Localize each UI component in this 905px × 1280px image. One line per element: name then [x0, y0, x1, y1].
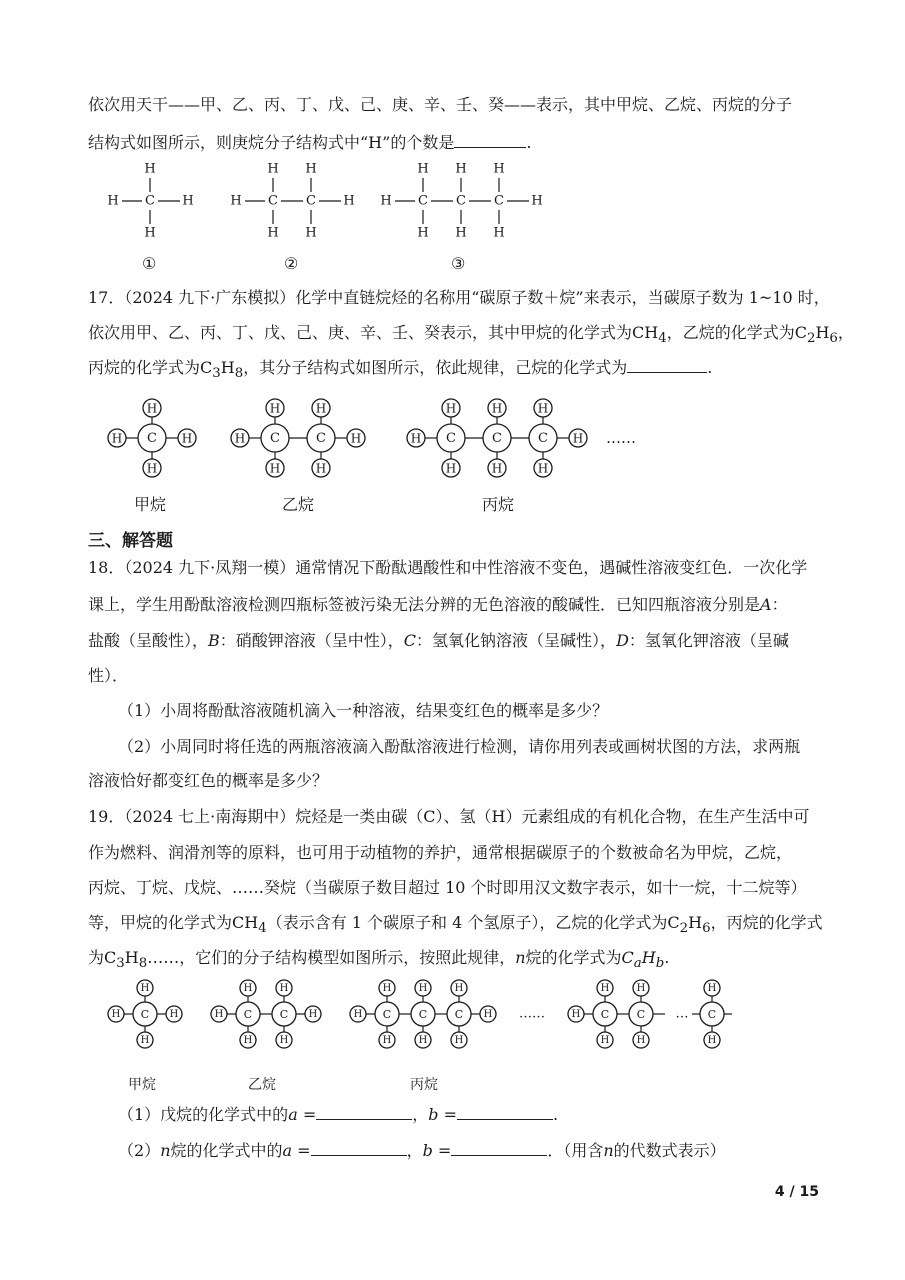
q19-m4-carbon-1-symbol: C: [600, 1008, 610, 1021]
q17-m2-h-bottom-2-symbol: H: [315, 461, 327, 476]
q17-m2-carbon-2-symbol: C: [316, 431, 326, 446]
q19-m2-h-bottom-2-symbol: H: [279, 1035, 289, 1046]
q19-cahb-b: b: [655, 956, 665, 972]
q19-label-methane: 甲烷: [128, 1077, 156, 1093]
q17-label-ethane: 乙烷: [282, 495, 315, 514]
q16-s1-carbon-1: C: [145, 193, 155, 209]
q19-m4-h-bottom-2-symbol: H: [636, 1035, 646, 1046]
q19-sub-1-end: .: [553, 1105, 559, 1124]
q18-line-2-text: 课上，学生用酚酞溶液检测四瓶标签被污染无法分辨的无色溶液的酸碱性．已知四瓶溶液分别是: [88, 595, 761, 614]
q16-s3-h-bottom-2: H: [455, 225, 467, 241]
q19-m3-carbon-2-symbol: C: [418, 1008, 428, 1021]
q16-s2-carbon-1: C: [268, 193, 278, 209]
q17-c3h8-c-sub: 3: [212, 366, 221, 382]
q19-line-5-c: 烷的化学式为: [525, 948, 622, 967]
q17-c3h8-c: C: [200, 358, 213, 377]
q19-molecule-models: [100, 976, 760, 1056]
q19-m4-h-bottom-1-symbol: H: [600, 1035, 610, 1046]
q19-m4-h-top-1-symbol: H: [600, 983, 610, 994]
q17-c2h6-h-sub: 6: [829, 331, 838, 347]
q17-formula-c2h6: [794, 323, 838, 347]
q19-m3-h-bottom-3-symbol: H: [454, 1035, 464, 1046]
q19-sub-2-num: （2）: [118, 1141, 161, 1160]
q17-formula-ch4-sub: 4: [658, 331, 667, 347]
q16-s2-h-bottom-2: H: [305, 225, 317, 241]
q18-var-d: D: [616, 631, 629, 650]
q16-s3-h-top-1: H: [417, 161, 429, 177]
q19-sub-1-mid: ，: [412, 1105, 429, 1124]
q19-m5-h-top-symbol: H: [707, 983, 717, 994]
q16-struct-label-1: ①: [142, 254, 157, 273]
q17-line-2-b: ，乙烷的化学式为: [666, 323, 795, 342]
q19-line-5-b: ……，它们的分子结构模型如图所示，按照此规律，: [147, 948, 516, 967]
q16-s1-h-right: H: [182, 193, 194, 209]
q18-line-2: [88, 594, 828, 616]
q17-m3-h-left-symbol: H: [410, 431, 422, 446]
q18-line-3-d: ：氢氧化钾溶液（呈碱: [628, 631, 789, 650]
q16-struct-label-3: ③: [451, 254, 466, 273]
q19-ellipsis-2: …: [675, 1006, 689, 1022]
q19-m3-h-top-3-symbol: H: [454, 983, 464, 994]
q19-sub-2-end: ．（用含: [547, 1141, 604, 1160]
q19-sub-1: [118, 1103, 858, 1126]
q17-label-propane: 丙烷: [482, 495, 515, 514]
q19-formula-ch4: [232, 913, 267, 937]
q16-s2-h-top-1: H: [267, 161, 279, 177]
q17-line-3-a: 丙烷的化学式为: [88, 358, 201, 377]
q19-m2-h-bottom-1-symbol: H: [243, 1035, 253, 1046]
q19-sub-2-eq-1: =: [292, 1141, 311, 1160]
q19-sub-2-b-var: b: [422, 1141, 433, 1160]
q19-m2-h-top-1-symbol: H: [243, 983, 253, 994]
q19-m4-h-left-symbol: H: [571, 1009, 581, 1020]
page-number: 4 / 15: [774, 1184, 819, 1200]
q19-sub-1-text: （1）戊烷的化学式中的: [118, 1105, 289, 1124]
q19-sub-1-eq-1: =: [297, 1105, 317, 1124]
q19-line-4-b: （表示含有 1 个碳原子和 4 个氢原子），乙烷的化学式为: [266, 913, 668, 932]
q18-sub-1: （1）小周将酚酞溶液随机滴入一种溶液，结果变红色的概率是多少？: [118, 701, 609, 720]
q17-line-1: 17．（2024 九下·广东模拟）化学中直链烷烃的名称用“碳原子数＋烷”来表示，当碳原子数为 1~10 时，: [88, 288, 830, 307]
q18-var-b: B: [208, 631, 220, 650]
q19-line-1: 19．（2024 七上·南海期中）烷烃是一类由碳（C）、氢（H）元素组成的有机化合物，在生产生活中可: [88, 807, 810, 826]
q19-sub-1-blank-b[interactable]: [457, 1103, 553, 1120]
q19-sub-2-eq-2: =: [432, 1141, 452, 1160]
q19-formula-c2h6: [667, 913, 711, 937]
q19-c2h6-c: C: [667, 913, 680, 932]
q16-s1-h-top-1: H: [144, 161, 156, 177]
q18-line-2-end: ：: [771, 595, 788, 614]
q17-m2-h-top-1-symbol: H: [269, 401, 281, 416]
q19-label-propane: 丙烷: [410, 1077, 438, 1093]
q19-sub-2-blank-b[interactable]: [451, 1139, 547, 1156]
q19-sub-1-blank-a[interactable]: [316, 1103, 412, 1120]
q16-s3-h-bottom-3: H: [493, 225, 505, 241]
q16-s1-h-left: H: [107, 193, 119, 209]
q17-answer-blank[interactable]: [627, 356, 707, 373]
q19-ch4-base: CH: [232, 913, 259, 932]
q19-m1-carbon-1-symbol: C: [140, 1008, 150, 1021]
q16-s2-h-top-2: H: [305, 161, 317, 177]
q16-s3-h-left: H: [380, 193, 392, 209]
q16-s3-h-right: H: [531, 193, 543, 209]
q19-line-4-a: 等，甲烷的化学式为: [88, 913, 233, 932]
q19-c2h6-c-sub: 2: [679, 921, 689, 937]
q17-m3-h-bottom-1-symbol: H: [445, 461, 457, 476]
q19-cahb-a: a: [633, 956, 642, 972]
q17-m1-carbon-1-symbol: C: [147, 431, 157, 446]
q19-line-3: 丙烷、丁烷、戊烷、……癸烷（当碳原子数目超过 10 个时即用汉文数字表示，如十一烷，十二烷等）: [88, 878, 807, 897]
q19-m1-h-left-symbol: H: [111, 1009, 121, 1020]
q17-c3h8-h-sub: 8: [234, 366, 244, 382]
q19-m5-carbon-symbol: C: [707, 1008, 717, 1021]
q19-c3h8-c: C: [104, 948, 117, 967]
q17-line-2-a: 依次用甲、乙、丙、丁、戊、己、庚、辛、壬、癸表示，其中甲烷的化学式为: [88, 323, 633, 342]
q19-m2-carbon-1-symbol: C: [243, 1008, 253, 1021]
q19-sub-2: [118, 1139, 858, 1162]
q17-m3-h-top-2-symbol: H: [491, 401, 503, 416]
q17-formula-c3h8: [200, 358, 244, 382]
q19-c3h8-h: H: [124, 948, 139, 967]
q17-m3-carbon-2-symbol: C: [492, 431, 502, 446]
q17-line-3-end: .: [707, 358, 713, 377]
q17-m2-h-top-2-symbol: H: [315, 401, 327, 416]
q19-c3h8-c-sub: 3: [116, 956, 125, 972]
q16-line-2: [88, 131, 828, 154]
q17-m1-h-top-1-symbol: H: [146, 401, 158, 416]
q17-m3-h-bottom-3-symbol: H: [537, 461, 549, 476]
q16-s3-carbon-2: C: [456, 193, 466, 209]
q19-m5-h-bottom-symbol: H: [707, 1035, 717, 1046]
q16-s2-h-right: H: [343, 193, 355, 209]
q19-m3-h-bottom-1-symbol: H: [382, 1035, 392, 1046]
q17-ellipsis: ……: [606, 429, 636, 447]
q16-s3-carbon-3: C: [494, 193, 504, 209]
q19-m3-h-bottom-2-symbol: H: [418, 1035, 428, 1046]
q19-sub-2-tail: 的代数式表示）: [613, 1141, 726, 1160]
q17-m2-h-right-symbol: H: [350, 431, 362, 446]
q19-m2-carbon-2-symbol: C: [279, 1008, 289, 1021]
q17-m1-h-bottom-1-symbol: H: [146, 461, 158, 476]
q19-m3-carbon-1-symbol: C: [382, 1008, 392, 1021]
q18-line-1: 18．（2024 九下·凤翔一模）通常情况下酚酞遇酸性和中性溶液不变色，遇碱性溶液变红色．一次化学: [88, 558, 808, 577]
q19-line-5: [88, 947, 828, 975]
q19-line-5-end: .: [664, 948, 670, 967]
q17-molecule-models: [100, 390, 660, 490]
q19-m1-h-bottom-1-symbol: H: [140, 1035, 150, 1046]
q19-m4-h-top-2-symbol: H: [636, 983, 646, 994]
q19-m3-h-top-2-symbol: H: [418, 983, 428, 994]
q19-formula-cahb: [621, 948, 665, 972]
q16-struct-label-2: ②: [284, 254, 299, 273]
q17-m3-h-bottom-2-symbol: H: [491, 461, 503, 476]
q19-sub-1-b-var: b: [428, 1105, 439, 1124]
q19-c2h6-h-sub: 6: [702, 921, 711, 937]
q19-c2h6-h: H: [688, 913, 703, 932]
q17-c2h6-h: H: [815, 323, 830, 342]
q19-line-5-a: 为: [88, 948, 105, 967]
q16-s3-h-top-3: H: [493, 161, 505, 177]
q16-s2-h-bottom-1: H: [267, 225, 279, 241]
q19-c3h8-h-sub: 8: [138, 956, 148, 972]
q19-line-2: 作为燃料、润滑剂等的原料，也可用于动植物的养护，通常根据碳原子的个数被命名为甲烷，乙烷，: [88, 843, 793, 862]
q19-sub-1-a-var: a: [288, 1105, 298, 1124]
q17-m2-carbon-1-symbol: C: [270, 431, 280, 446]
q19-cahb-h: H: [641, 948, 656, 967]
q19-sub-2-mid: ，: [406, 1141, 423, 1160]
q19-label-ethane: 乙烷: [248, 1077, 276, 1093]
q19-sub-2-a-var: a: [282, 1141, 293, 1160]
q17-label-methane: 甲烷: [134, 495, 167, 514]
q19-formula-c3h8: [104, 948, 148, 972]
q19-sub-2-n: n: [160, 1141, 171, 1160]
q17-line-2: [88, 322, 854, 350]
q19-m2-h-right-symbol: H: [308, 1009, 318, 1020]
q19-line-4: [88, 912, 828, 940]
q16-s2-h-left: H: [230, 193, 242, 209]
q18-line-4: 性）．: [88, 666, 129, 685]
q19-sub-2-n2: n: [603, 1141, 614, 1160]
q18-sub-2: （2）小周同时将任选的两瓶溶液滴入酚酞溶液进行检测，请你用列表或画树状图的方法，求两瓶: [118, 737, 801, 756]
q17-m3-h-top-3-symbol: H: [537, 401, 549, 416]
q19-m3-carbon-3-symbol: C: [454, 1008, 464, 1021]
q17-m3-carbon-1-symbol: C: [446, 431, 456, 446]
q19-cahb-c: C: [621, 948, 634, 967]
section-3-heading: 三、解答题: [88, 531, 173, 551]
q18-var-a: A: [760, 595, 772, 614]
q19-m2-h-top-2-symbol: H: [279, 983, 289, 994]
q19-m3-h-right-symbol: H: [483, 1009, 493, 1020]
q16-s3-h-bottom-1: H: [417, 225, 429, 241]
q17-formula-ch4-base: CH: [632, 323, 659, 342]
q17-line-3: [88, 356, 828, 385]
q19-m4-carbon-2-symbol: C: [636, 1008, 646, 1021]
q19-sub-2-blank-a[interactable]: [311, 1139, 407, 1156]
q19-sub-1-eq-2: =: [438, 1105, 457, 1124]
q16-line-2-text: 结构式如图所示，则庚烷分子结构式中“H”的个数是: [88, 133, 455, 152]
q16-s3-h-top-2: H: [455, 161, 467, 177]
q16-structural-formulas: [100, 160, 560, 240]
q18-line-3-c: ：氢氧化钠溶液（呈碱性），: [416, 631, 617, 650]
q16-s2-carbon-2: C: [306, 193, 316, 209]
q17-m3-h-top-1-symbol: H: [445, 401, 457, 416]
q19-m3-h-left-symbol: H: [353, 1009, 363, 1020]
q17-m1-h-right-symbol: H: [181, 431, 193, 446]
q19-line-4-c: ，丙烷的化学式: [710, 913, 823, 932]
q18-line-3-b: ：硝酸钾溶液（呈中性），: [219, 631, 404, 650]
q16-s1-h-bottom-1: H: [144, 225, 156, 241]
q17-m1-h-left-symbol: H: [111, 431, 123, 446]
q16-s3-carbon-1: C: [418, 193, 428, 209]
q16-line-2-end: .: [526, 133, 532, 152]
q17-c2h6-c: C: [794, 323, 807, 342]
q19-m1-h-right-symbol: H: [169, 1009, 179, 1020]
q17-m2-h-left-symbol: H: [234, 431, 246, 446]
q18-var-c: C: [403, 631, 417, 650]
q18-line-3: [88, 630, 828, 652]
q19-m2-h-left-symbol: H: [214, 1009, 224, 1020]
q17-m2-h-bottom-1-symbol: H: [269, 461, 281, 476]
q19-ellipsis-1: ……: [519, 1006, 545, 1022]
q17-m3-h-right-symbol: H: [572, 431, 584, 446]
q17-m3-carbon-3-symbol: C: [538, 431, 548, 446]
q17-c3h8-h: H: [220, 358, 235, 377]
q19-m1-h-top-1-symbol: H: [140, 983, 150, 994]
q19-m3-h-top-1-symbol: H: [382, 983, 392, 994]
q16-line-1: 依次用天干——甲、乙、丙、丁、戊、己、庚、辛、壬、癸——表示，其中甲烷、乙烷、丙烷的分子: [88, 95, 793, 114]
q17-formula-ch4: [632, 323, 667, 347]
q18-sub-2-cont: 溶液恰好都变红色的概率是多少？: [88, 771, 329, 790]
q17-line-2-c: ，: [837, 323, 854, 342]
q19-ch4-sub: 4: [258, 921, 267, 937]
q17-line-3-b: ，其分子结构式如图所示，依此规律，己烷的化学式为: [243, 358, 628, 377]
q17-c2h6-c-sub: 2: [806, 331, 816, 347]
q19-sub-2-text: 烷的化学式中的: [170, 1141, 283, 1160]
q18-line-3-a: 盐酸（呈酸性），: [88, 631, 209, 650]
q16-answer-blank[interactable]: [454, 131, 526, 148]
q19-var-n: n: [515, 948, 526, 967]
